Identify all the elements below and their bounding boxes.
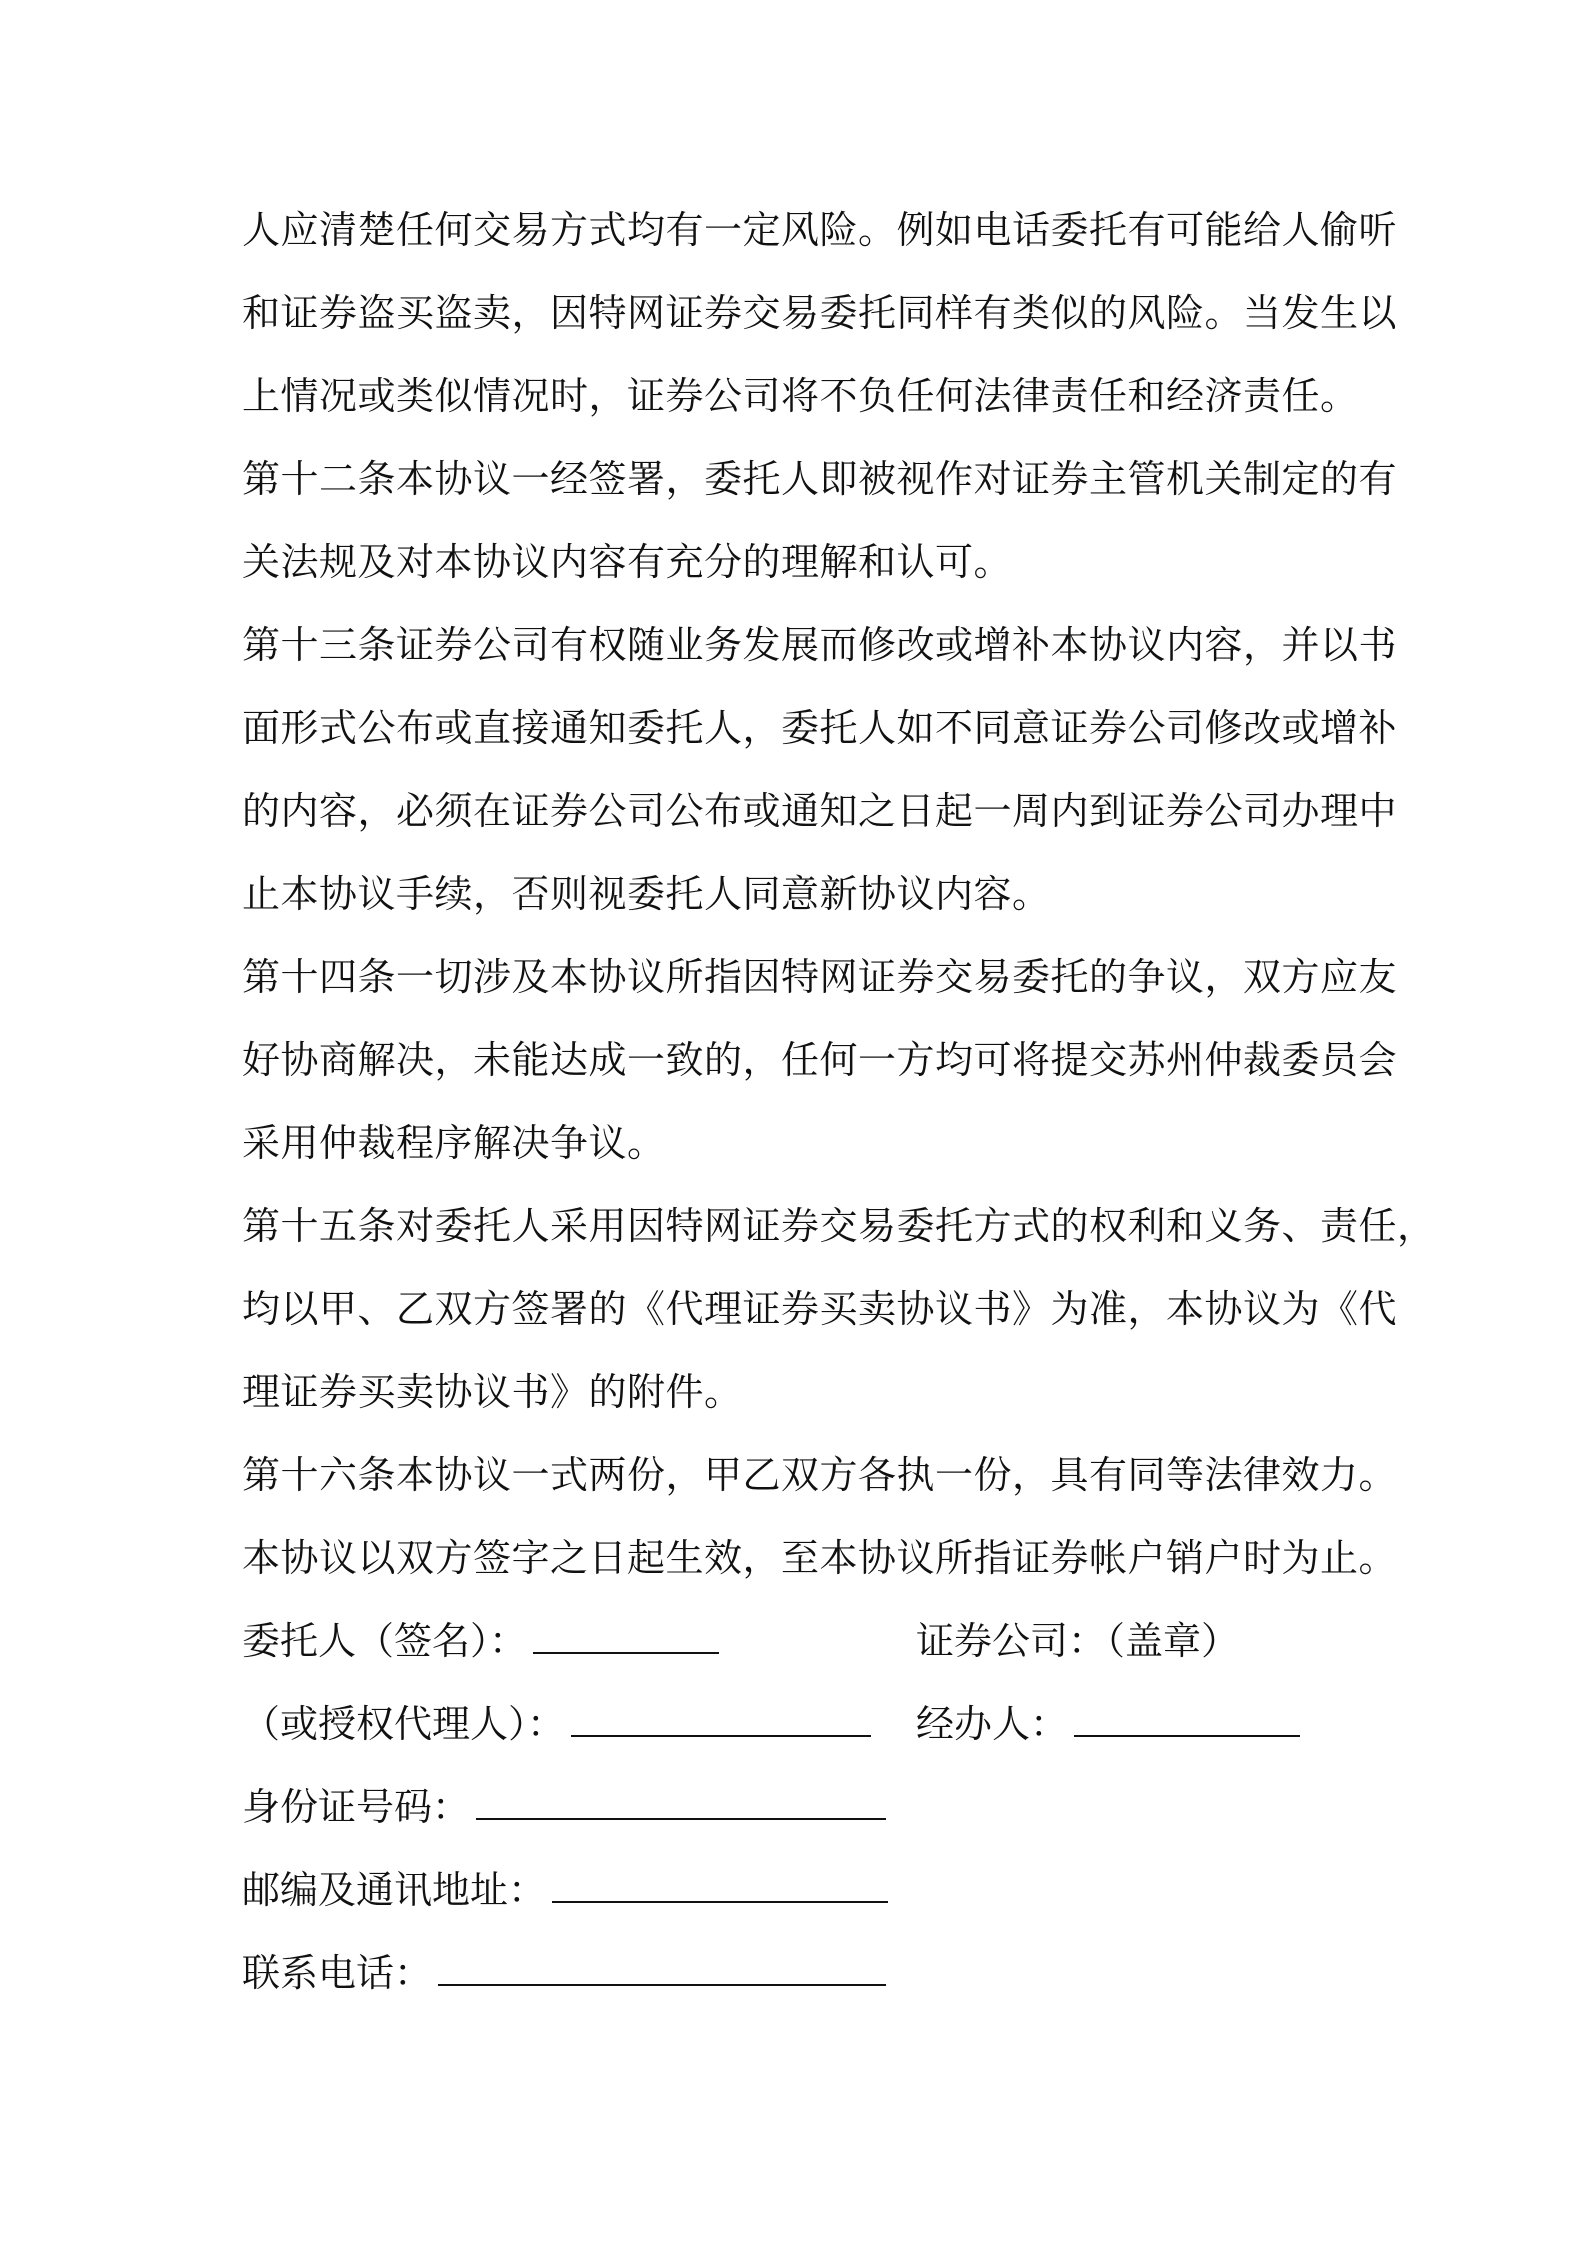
article-12-line: 第十二条本协议一经签署，委托人即被视作对证券主管机关制定的有 [242, 457, 1398, 501]
body-line: 理证券买卖协议书》的附件。 [242, 1370, 743, 1414]
handler-row [916, 1699, 1300, 1749]
id-number-blank[interactable] [476, 1784, 886, 1820]
agent-signature-blank[interactable] [571, 1701, 871, 1737]
id-number-row [242, 1782, 886, 1832]
body-line: 关法规及对本协议内容有充分的理解和认可。 [242, 540, 1013, 584]
body-line: 采用仲裁程序解决争议。 [242, 1121, 666, 1165]
body-line: 本协议以双方签字之日起生效，至本协议所指证券帐户销户时为止。 [242, 1536, 1398, 1580]
body-line: 均以甲、乙双方签署的《代理证券买卖协议书》为准，本协议为《代 [242, 1287, 1398, 1331]
body-line: 的内容，必须在证券公司公布或通知之日起一周内到证券公司办理中 [242, 789, 1398, 833]
agent-signature-label: （或授权代理人）： [242, 1702, 566, 1746]
agent-signature-row [242, 1699, 871, 1749]
article-16-line: 第十六条本协议一式两份，甲乙双方各执一份，具有同等法律效力。 [242, 1453, 1398, 1497]
phone-blank[interactable] [438, 1950, 886, 1986]
body-line: 止本协议手续，否则视委托人同意新协议内容。 [242, 872, 1051, 916]
body-line: 上情况或类似情况时，证券公司将不负任何法律责任和经济责任。 [242, 374, 1359, 418]
body-line: 好协商解决，未能达成一致的，任何一方均可将提交苏州仲裁委员会 [242, 1038, 1398, 1082]
phone-row [242, 1948, 886, 1998]
article-13-line: 第十三条证券公司有权随业务发展而修改或增补本协议内容，并以书 [242, 623, 1398, 667]
phone-label: 联系电话： [242, 1951, 433, 1995]
client-signature-label: 委托人（签名）： [242, 1619, 528, 1663]
id-number-label: 身份证号码： [242, 1785, 471, 1829]
handler-label: 经办人： [916, 1702, 1069, 1746]
client-signature-blank[interactable] [533, 1618, 719, 1654]
article-15-line: 第十五条对委托人采用因特网证券交易委托方式的权利和义务、责任， [242, 1204, 1436, 1248]
address-label: 邮编及通讯地址： [242, 1868, 547, 1912]
article-14-line: 第十四条一切涉及本协议所指因特网证券交易委托的争议，双方应友 [242, 955, 1398, 999]
company-seal-row [916, 1616, 1239, 1666]
body-line: 面形式公布或直接通知委托人，委托人如不同意证券公司修改或增补 [242, 706, 1398, 750]
client-signature-row [242, 1616, 719, 1666]
address-blank[interactable] [552, 1867, 888, 1903]
body-line: 人应清楚任何交易方式均有一定风险。例如电话委托有可能给人偷听 [242, 208, 1398, 252]
body-line: 和证券盗买盗卖，因特网证券交易委托同样有类似的风险。当发生以 [242, 291, 1398, 335]
company-seal-label: 证券公司：（盖章） [916, 1619, 1240, 1663]
handler-blank[interactable] [1074, 1701, 1300, 1737]
address-row [242, 1865, 888, 1915]
